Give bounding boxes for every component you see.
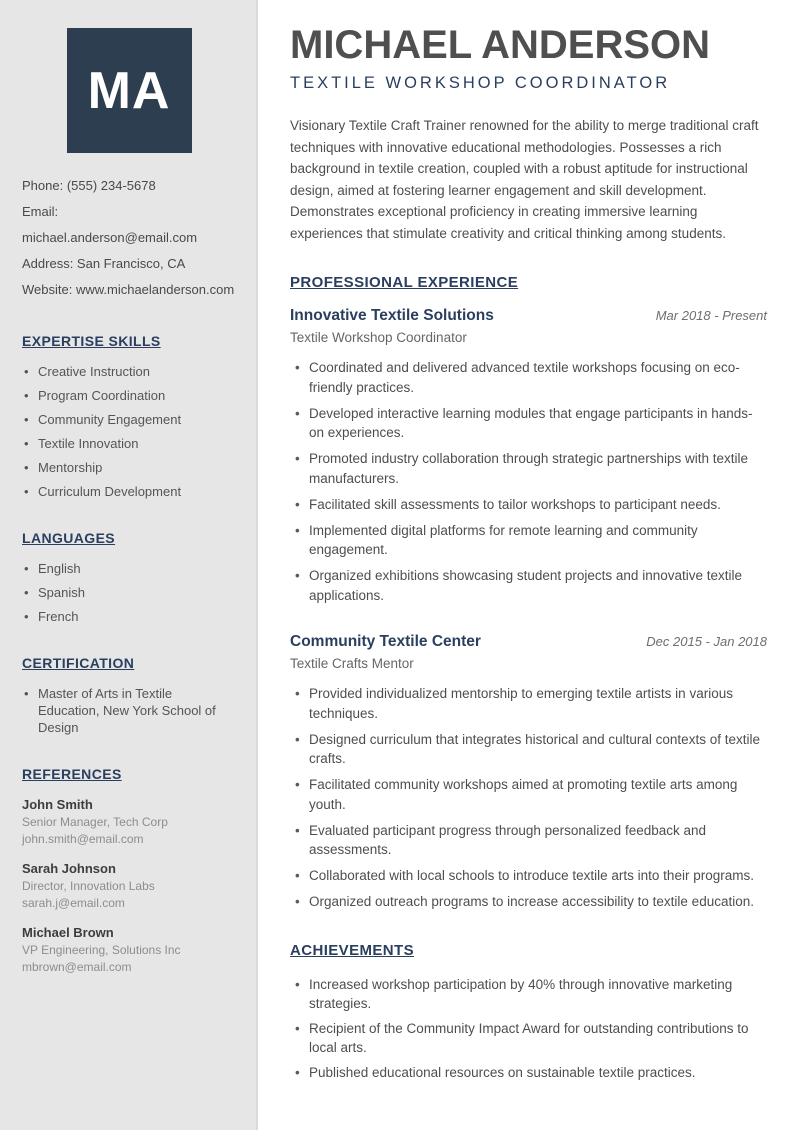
job-bullet: • Developed interactive learning modules that engage participants in hands-on experiences.	[290, 404, 767, 443]
job-company: Innovative Textile Solutions	[290, 307, 494, 324]
person-job-title: TEXTILE WORKSHOP COORDINATOR	[290, 74, 671, 92]
reference-name: John Smith	[22, 797, 93, 812]
job-bullet: • Collaborated with local schools to introduce textile arts into their programs.	[290, 866, 767, 886]
contact-website: Website: www.michaelanderson.com	[22, 282, 235, 297]
person-name: MICHAEL ANDERSON	[290, 23, 711, 67]
language-item: • English	[22, 560, 236, 577]
sidebar	[0, 0, 258, 1130]
language-item: • Spanish	[22, 584, 236, 601]
job-bullet: • Coordinated and delivered advanced textile workshops focusing on eco-friendly practices.	[290, 358, 767, 397]
job-bullet: • Facilitated community workshops aimed at promoting textile arts among youth.	[290, 775, 767, 814]
achievements-section	[290, 942, 767, 1083]
reference-entry	[22, 860, 236, 911]
section-heading-professional-experience: PROFESSIONAL EXPERIENCE	[290, 274, 519, 291]
reference-entry	[22, 796, 236, 847]
avatar-initials: MA	[87, 61, 171, 120]
contact-phone: Phone: (555) 234-5678	[22, 178, 156, 193]
achievements-list	[290, 975, 767, 1083]
job-role: Textile Crafts Mentor	[290, 656, 414, 671]
contact-address: Address: San Francisco, CA	[22, 256, 186, 271]
experience-section	[290, 274, 767, 912]
contact-email: Email: michael.anderson@email.com	[22, 204, 198, 245]
achievement-item: • Published educational resources on sustainable textile practices.	[290, 1063, 767, 1083]
job-bullet: • Facilitated skill assessments to tailor workshops to participant needs.	[290, 495, 767, 515]
job-bullet: • Promoted industry collaboration through strategic partnerships with textile manufacturers.	[290, 449, 767, 488]
language-item: • French	[22, 608, 236, 625]
job-bullet-list	[290, 684, 767, 912]
achievement-item: • Recipient of the Community Impact Award for outstanding contributions to local arts.	[290, 1019, 767, 1058]
reference-role: Director, Innovation Labs	[22, 879, 155, 893]
reference-email: john.smith@email.com	[22, 831, 144, 846]
job-bullet: • Evaluated participant progress through personalized feedback and assessments.	[290, 821, 767, 860]
job-bullet-list	[290, 358, 767, 605]
reference-role: Senior Manager, Tech Corp	[22, 815, 168, 829]
job-role: Textile Workshop Coordinator	[290, 330, 467, 345]
contact-list	[22, 173, 236, 303]
job-bullet: • Implemented digital platforms for remote learning and community engagement.	[290, 521, 767, 560]
reference-role: VP Engineering, Solutions Inc	[22, 943, 181, 957]
job-company: Community Textile Center	[290, 633, 481, 650]
certification-list	[22, 685, 236, 736]
job-entry	[290, 633, 767, 912]
reference-email: mbrown@email.com	[22, 959, 132, 974]
achievement-item: • Increased workshop participation by 40% through innovative marketing strategies.	[290, 975, 767, 1014]
reference-entry	[22, 924, 236, 975]
skill-item: • Community Engagement	[22, 411, 236, 428]
section-heading-references: REFERENCES	[22, 766, 122, 782]
job-dates: Mar 2018 - Present	[655, 308, 767, 323]
job-entry	[290, 307, 767, 605]
professional-summary: Visionary Textile Craft Trainer renowned for the ability to merge traditional craft techniques with innovative educational methodologies. Possesses a rich background in textile creation, coupled with a robust aptitude for instructional design, aimed at fostering learner engagement and skill development. Demonstrates exceptional proficiency in creating immersive learning experiences that stimulate creativity and critical thinking among students.	[290, 118, 759, 241]
reference-name: Michael Brown	[22, 925, 114, 940]
section-heading-languages: LANGUAGES	[22, 530, 116, 546]
main-content	[258, 0, 800, 1130]
job-bullet: • Organized outreach programs to increase accessibility to textile education.	[290, 892, 767, 912]
languages-list	[22, 560, 236, 625]
certification-item: • Master of Arts in Textile Education, New York School of Design	[22, 685, 236, 736]
job-bullet: • Organized exhibitions showcasing student projects and innovative textile applications.	[290, 566, 767, 605]
skill-item: • Textile Innovation	[22, 435, 236, 452]
skill-item: • Creative Instruction	[22, 363, 236, 380]
skill-item: • Program Coordination	[22, 387, 236, 404]
reference-email: sarah.j@email.com	[22, 895, 125, 910]
job-dates: Dec 2015 - Jan 2018	[646, 634, 767, 649]
section-heading-expertise-skills: EXPERTISE SKILLS	[22, 333, 161, 349]
section-heading-achievements: ACHIEVEMENTS	[290, 941, 414, 959]
job-header	[290, 307, 767, 325]
job-bullet: • Provided individualized mentorship to emerging textile artists in various techniques.	[290, 684, 767, 723]
job-bullet: • Designed curriculum that integrates historical and cultural contexts of textile crafts.	[290, 730, 767, 769]
job-header	[290, 633, 767, 651]
skills-list	[22, 363, 236, 500]
skill-item: • Mentorship	[22, 459, 236, 476]
skill-item: • Curriculum Development	[22, 483, 236, 500]
avatar	[67, 28, 192, 153]
reference-name: Sarah Johnson	[22, 861, 116, 876]
section-heading-certification: CERTIFICATION	[22, 655, 135, 671]
